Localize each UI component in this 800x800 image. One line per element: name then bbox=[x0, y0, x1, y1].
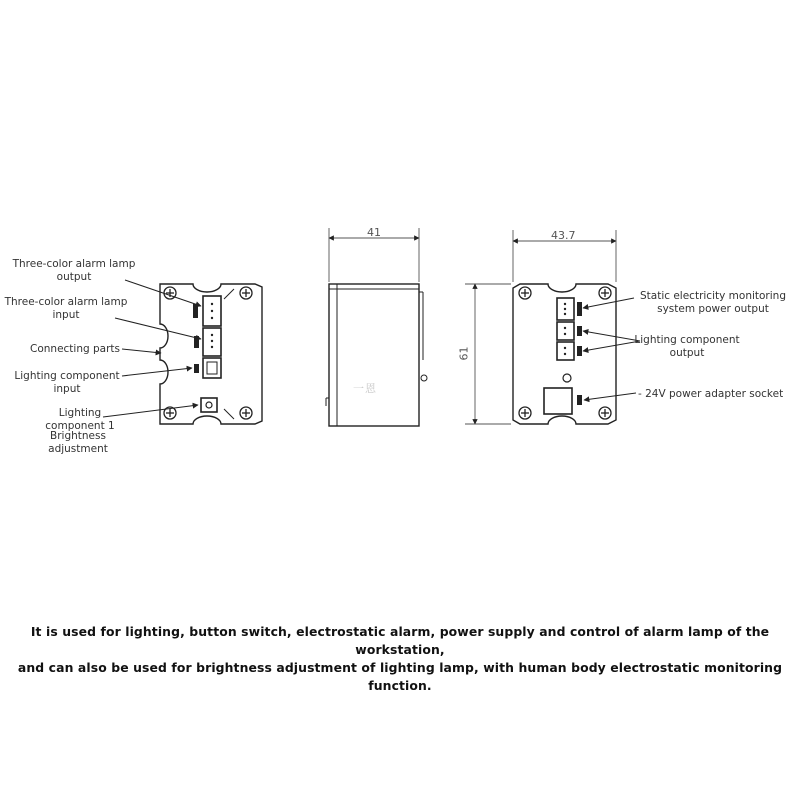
left-view bbox=[160, 284, 262, 424]
caption-line-1: It is used for lighting, button switch, electrostatic alarm, power supply and control of alarm lamp of the workstation, bbox=[30, 624, 770, 657]
screw-icon bbox=[519, 287, 531, 299]
label-brightness-adjustment bbox=[20, 430, 136, 455]
label-line: - 24V power adapter socket bbox=[638, 388, 784, 400]
dimension-41: 41 bbox=[367, 226, 381, 239]
dimension-43-7: 43.7 bbox=[551, 229, 576, 242]
screw-icon bbox=[599, 287, 611, 299]
label-lighting-component-input bbox=[4, 370, 130, 395]
label-line: input bbox=[52, 308, 80, 321]
brand-mark: 一恩 bbox=[353, 382, 377, 395]
label-line: input bbox=[53, 382, 81, 395]
dimension-61: 61 bbox=[457, 346, 471, 361]
brightness-knob bbox=[201, 398, 217, 412]
side-view bbox=[326, 284, 427, 426]
label-line: output bbox=[56, 270, 92, 283]
caption-line-2: and can also be used for brightness adjustment of lighting lamp, with human body electrostatic monitoring function. bbox=[17, 660, 783, 693]
power-adapter-socket bbox=[544, 388, 572, 414]
label-line: system power output bbox=[657, 302, 769, 315]
lighting-input-connector bbox=[203, 358, 221, 378]
label-connecting-parts bbox=[10, 343, 140, 356]
label-line: adjustment bbox=[48, 442, 108, 455]
label-line: Three-color alarm lamp bbox=[4, 296, 128, 308]
screw-icon bbox=[240, 287, 252, 299]
lighting-output-connector-1 bbox=[557, 322, 574, 340]
label-power-adapter-socket bbox=[638, 388, 783, 401]
label-alarm-lamp-output bbox=[4, 258, 144, 283]
label-line: output bbox=[669, 346, 705, 359]
label-line: Three-color alarm lamp bbox=[12, 258, 136, 270]
label-static-monitoring-power bbox=[633, 290, 793, 315]
right-view-pins bbox=[564, 302, 582, 405]
lighting-output-connector-2 bbox=[557, 342, 574, 360]
screw-icon bbox=[519, 407, 531, 419]
label-line: Static electricity monitoring bbox=[639, 290, 786, 302]
label-line: Lighting bbox=[58, 407, 102, 419]
label-line: Lighting component bbox=[14, 370, 120, 382]
screw-icon bbox=[240, 407, 252, 419]
label-lighting-component-1 bbox=[22, 407, 138, 432]
leader-lines bbox=[103, 280, 640, 417]
screw-icon bbox=[599, 407, 611, 419]
description-caption bbox=[0, 623, 800, 695]
label-lighting-component-output bbox=[628, 334, 746, 359]
height-dimension-61 bbox=[465, 284, 511, 424]
label-line: Brightness bbox=[50, 430, 106, 442]
label-line: Connecting parts bbox=[30, 343, 120, 355]
label-line: component 1 bbox=[45, 419, 115, 432]
label-line: Lighting component bbox=[634, 334, 740, 346]
label-alarm-lamp-input bbox=[0, 296, 132, 321]
